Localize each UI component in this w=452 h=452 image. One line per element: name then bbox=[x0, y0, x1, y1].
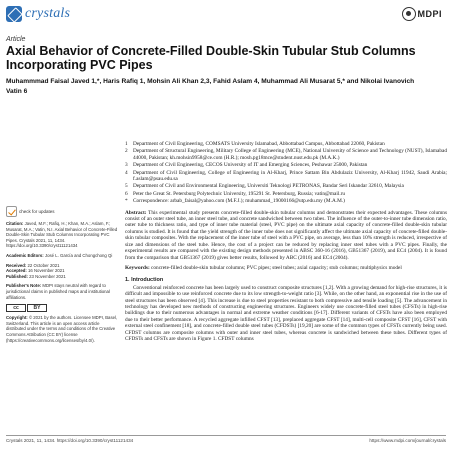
journal-logo[interactable] bbox=[6, 6, 70, 22]
affiliations bbox=[125, 141, 447, 205]
section-heading: 1. Introduction bbox=[125, 277, 164, 284]
article-type: Article bbox=[6, 36, 26, 43]
article-title: Axial Behavior of Concrete-Filled Double-Skin Tubular Stub Columns Incorporating PVC Pipes bbox=[6, 44, 416, 72]
affiliation-item: 4 Department of Civil Engineering, College of Engineering in Al-Kharj, Prince Sattam Bin Abdulaziz University, Al-Kharj 11942, Saudi Arabia; f.aslam@psau.edu.sa bbox=[125, 169, 447, 183]
dates-block bbox=[6, 263, 118, 280]
cc-by-license-icon[interactable] bbox=[6, 304, 118, 312]
affiliation-item: 6 Peter the Great St. Petersburg Polytechnic University, 195291 St. Petersburg, Russia; vatin@mail.ru bbox=[125, 190, 346, 197]
journal-name: crystals bbox=[25, 6, 71, 21]
main-column bbox=[125, 141, 447, 342]
footer-journal-link[interactable]: https://www.mdpi.com/journal/crystals bbox=[369, 438, 446, 443]
publisher-note-label: Publisher's Note: bbox=[6, 283, 42, 289]
publisher-note-text: MDPI stays neutral with regard to jurisdictional claims in published maps and institutional affiliations. bbox=[6, 283, 110, 300]
check-updates-icon bbox=[6, 206, 17, 217]
copyright-text: © 2021 by the authors. Licensee MDPI, Basel, Switzerland. This article is an open access article distributed under the terms and conditions of the Creative Commons Attribution (CC BY) license (https://creativecommons.org/licenses/by/4.0/). bbox=[6, 315, 118, 343]
author-list: Muhammmad Faisal Javed 1,*, Haris Rafiq 1, Mohsin Ali Khan 2,3, Fahid Aslam 4, Muhammad Ali Musarat 5,* and Nikolai Ivanovich Vatin 6 bbox=[6, 78, 415, 95]
page-footer bbox=[6, 438, 446, 443]
publisher-name: MDPI bbox=[417, 9, 442, 19]
check-updates-label: check for updates bbox=[19, 208, 55, 214]
introduction-text: Conventional reinforced concrete has been largely used to construct composite structures [1,2]. With a growing demand for high-rise structures, it is difficult and impossible to use reinforced concrete due to its low strength-to-weight ratio [3]. While, on the other hand, an exponential rise in the use of steel structures has been observed [4]. This increase is due to steel properties resistant to both compressive and tensile loading [5]. The advancement in technology has developed new methods of constructing engineering structures. Engineers widely use concrete-filled steel tubes (CFSTs) in high-rise buildings due to their numerous advantages in normal and extreme weather conditions [6-17]. Different variants of CFSTs have also been employed due to their better performance. A recycled aggregate infilled CFST [13], preplaced aggregate CFST [14], multi-cell composite CFST [16], CFST with external steel confinement [18], and concrete-filled double steel tubes (CFDSTs) [19,20] are some of the common types of CFSTs currently being used. CFDST columns are composite columns with outer and inner steel tubes, whereas concrete is sandwiched between these tubes. Different types of CFDSTs and CFSTs are shown in Figure 1. CFDST columns bbox=[125, 284, 447, 342]
citation-block bbox=[6, 221, 118, 249]
published-label: Published: bbox=[6, 273, 28, 279]
abstract-label: Abstract: bbox=[125, 209, 147, 216]
editors-block bbox=[6, 253, 118, 259]
keywords-text: concrete-filled double-skin tubular columns; PVC pipes; steel tubes; axial capacity; stub columns; multiphysics model bbox=[151, 264, 402, 271]
keywords bbox=[125, 265, 447, 271]
affiliation-item: 2 Department of Structural Engineering, Military College of Engineering (MCE), National University of Science and Technology (NUST), Islamabad 44000, Pakistan; kh.mohsin9958@ce.com (H.R.); mosh.pg18mce@student.nust.edu.pk (M.A.K.) bbox=[125, 148, 447, 161]
cc-badge-part: cc bbox=[6, 304, 26, 312]
copyright-label: Copyright: bbox=[6, 315, 28, 321]
abstract-text: This experimental study presents concrete-filled double-skin tubular columns and demonstrates their expected advantages. These columns consist of an outer steel tube, an inner steel tube, and concrete sandwiched between two tubes. The influence of the outer-to-inner tube dimension ratio, outer tube to thickness ratio, and type of inner tube material (steel, PVC pipe) on the ultimate axial capacity of concrete-filled double-skin tubular columns is studied. It is found that the yield strength of the inner tube does not significantly affect the ultimate axial capacity of concrete-filled double-skin tubular composites. With the replacement of the inner tube of steel with a PVC pipe, on average, less than 10% strength is reduced, irrespective of size and dimensions of the steel tube. Hence, the cost of a project can be reduced by replacing inner steel tubes with a PVC pipes. Finally, the experimental results are compared with the existing design methods presented in ABSC 360-16 (2016), GB51367 (2019), and EC4 (2004). It is found from the comparison that GB51367 (2019) gives better results, followed by ABC (2016) and EC4 (2004). bbox=[125, 209, 447, 261]
published-date: 23 November 2021 bbox=[29, 273, 66, 279]
affiliation-item: 5 Department of Civil and Environmental Engineering, Universiti Teknologi PETRONAS, Bandar Seri Iskandar 32610, Malaysia bbox=[125, 183, 404, 190]
check-updates-badge[interactable] bbox=[6, 206, 118, 217]
citation-label: Citation: bbox=[6, 221, 24, 226]
editors-label: Academic Editors: bbox=[6, 252, 44, 258]
received-label: Received: bbox=[6, 262, 27, 268]
footer-divider bbox=[6, 435, 446, 436]
article-sidebar bbox=[6, 206, 118, 347]
correspondence-item: * Correspondence: arbab_faisal@yahoo.com (M.F.J.); muhammad_19000166@utp.edu.my (M.A.M.) bbox=[125, 198, 345, 205]
received-date: 22 October 2021 bbox=[27, 262, 60, 268]
affiliation-item: 3 Department of Civil Engineering, CECOS University of IT and Emerging Sciences, Peshawar 25000, Pakistan bbox=[125, 162, 368, 169]
citation-text[interactable]: Javed, M.F.; Rafiq, H.; Khan, M.A.; Aslam, F.; Musarat, M.A.; Vatin, N.I. Axial Behavior of Concrete-Filled Double-Skin Tubular Stub Columns Incorporating PVC Pipes. Crystals 2021, 11, 1434. https://doi.org/10.3390/cryst11121434 bbox=[6, 221, 118, 249]
publisher-mark-icon bbox=[402, 7, 416, 21]
keywords-label: Keywords: bbox=[125, 264, 150, 271]
by-badge-part: BY bbox=[27, 304, 47, 312]
copyright-block bbox=[6, 315, 118, 343]
accepted-date: 16 November 2021 bbox=[27, 268, 65, 274]
page-header bbox=[6, 4, 446, 28]
publisher-logo[interactable] bbox=[402, 7, 443, 21]
editors-text: José L. García and Chongchong Qi bbox=[44, 252, 113, 258]
footer-citation[interactable]: Crystals 2021, 11, 1434. https://doi.org/10.3390/cryst11121434 bbox=[6, 438, 134, 443]
abstract bbox=[125, 210, 447, 261]
journal-logo-icon bbox=[6, 6, 22, 22]
affiliation-item: 1 Department of Civil Engineering, COMSATS University Islamabad, Abbottabad Campus, Abbottabad 22060, Pakistan bbox=[125, 141, 385, 147]
publisher-note-block bbox=[6, 283, 118, 300]
accepted-label: Accepted: bbox=[6, 268, 27, 274]
